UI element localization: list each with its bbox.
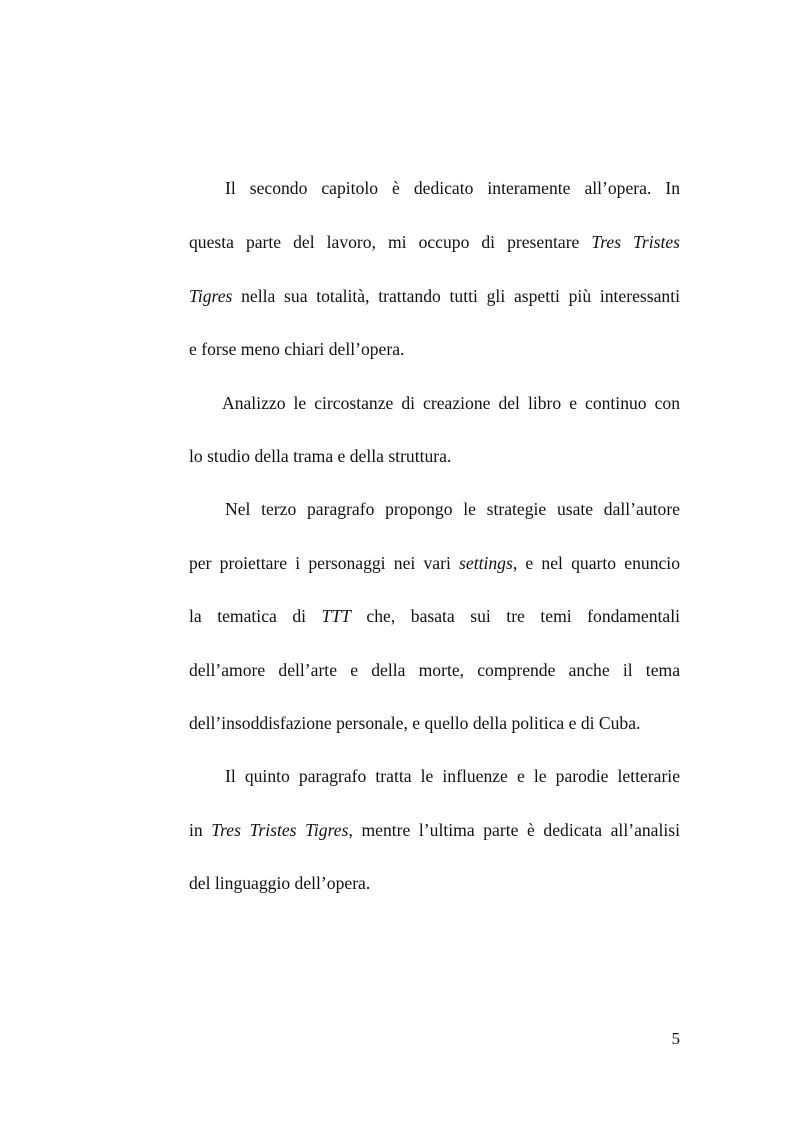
paragraph-2-line-1: Analizzo le circostanze di creazione del libro e continuo con [222,393,680,413]
paragraph-4-line-3: del linguaggio dell’opera. [189,873,371,893]
paragraph-3-line-2: per proiettare i personaggi nei vari settings, e nel quarto enuncio [189,553,680,573]
paragraph-4-line-1: Il quinto paragrafo tratta le influenze e le parodie letterarie [225,766,680,786]
paragraph-1-line-4: e forse meno chiari dell’opera. [189,339,405,359]
paragraph-2-line-2: lo studio della trama e della struttura. [189,446,452,466]
paragraph-3-line-1: Nel terzo paragrafo propongo le strategie usate dall’autore [225,499,680,519]
paragraph-1-line-1: Il secondo capitolo è dedicato interamente all’opera. In [225,178,680,198]
paragraph-3-line-5: dell’insoddisfazione personale, e quello della politica e di Cuba. [189,713,641,733]
page-number: 5 [671,1029,680,1048]
paragraph-4-line-2: in Tres Tristes Tigres, mentre l’ultima parte è dedicata all’analisi [189,820,680,840]
paragraph-1-line-2: questa parte del lavoro, mi occupo di presentare Tres Tristes [189,232,680,252]
paragraph-3-line-3: la tematica di TTT che, basata sui tre temi fondamentali [189,606,680,626]
paragraph-3-line-4: dell’amore dell’arte e della morte, comprende anche il tema [189,660,680,680]
paragraph-1-line-3: Tigres nella sua totalità, trattando tutti gli aspetti più interessanti [189,286,680,306]
